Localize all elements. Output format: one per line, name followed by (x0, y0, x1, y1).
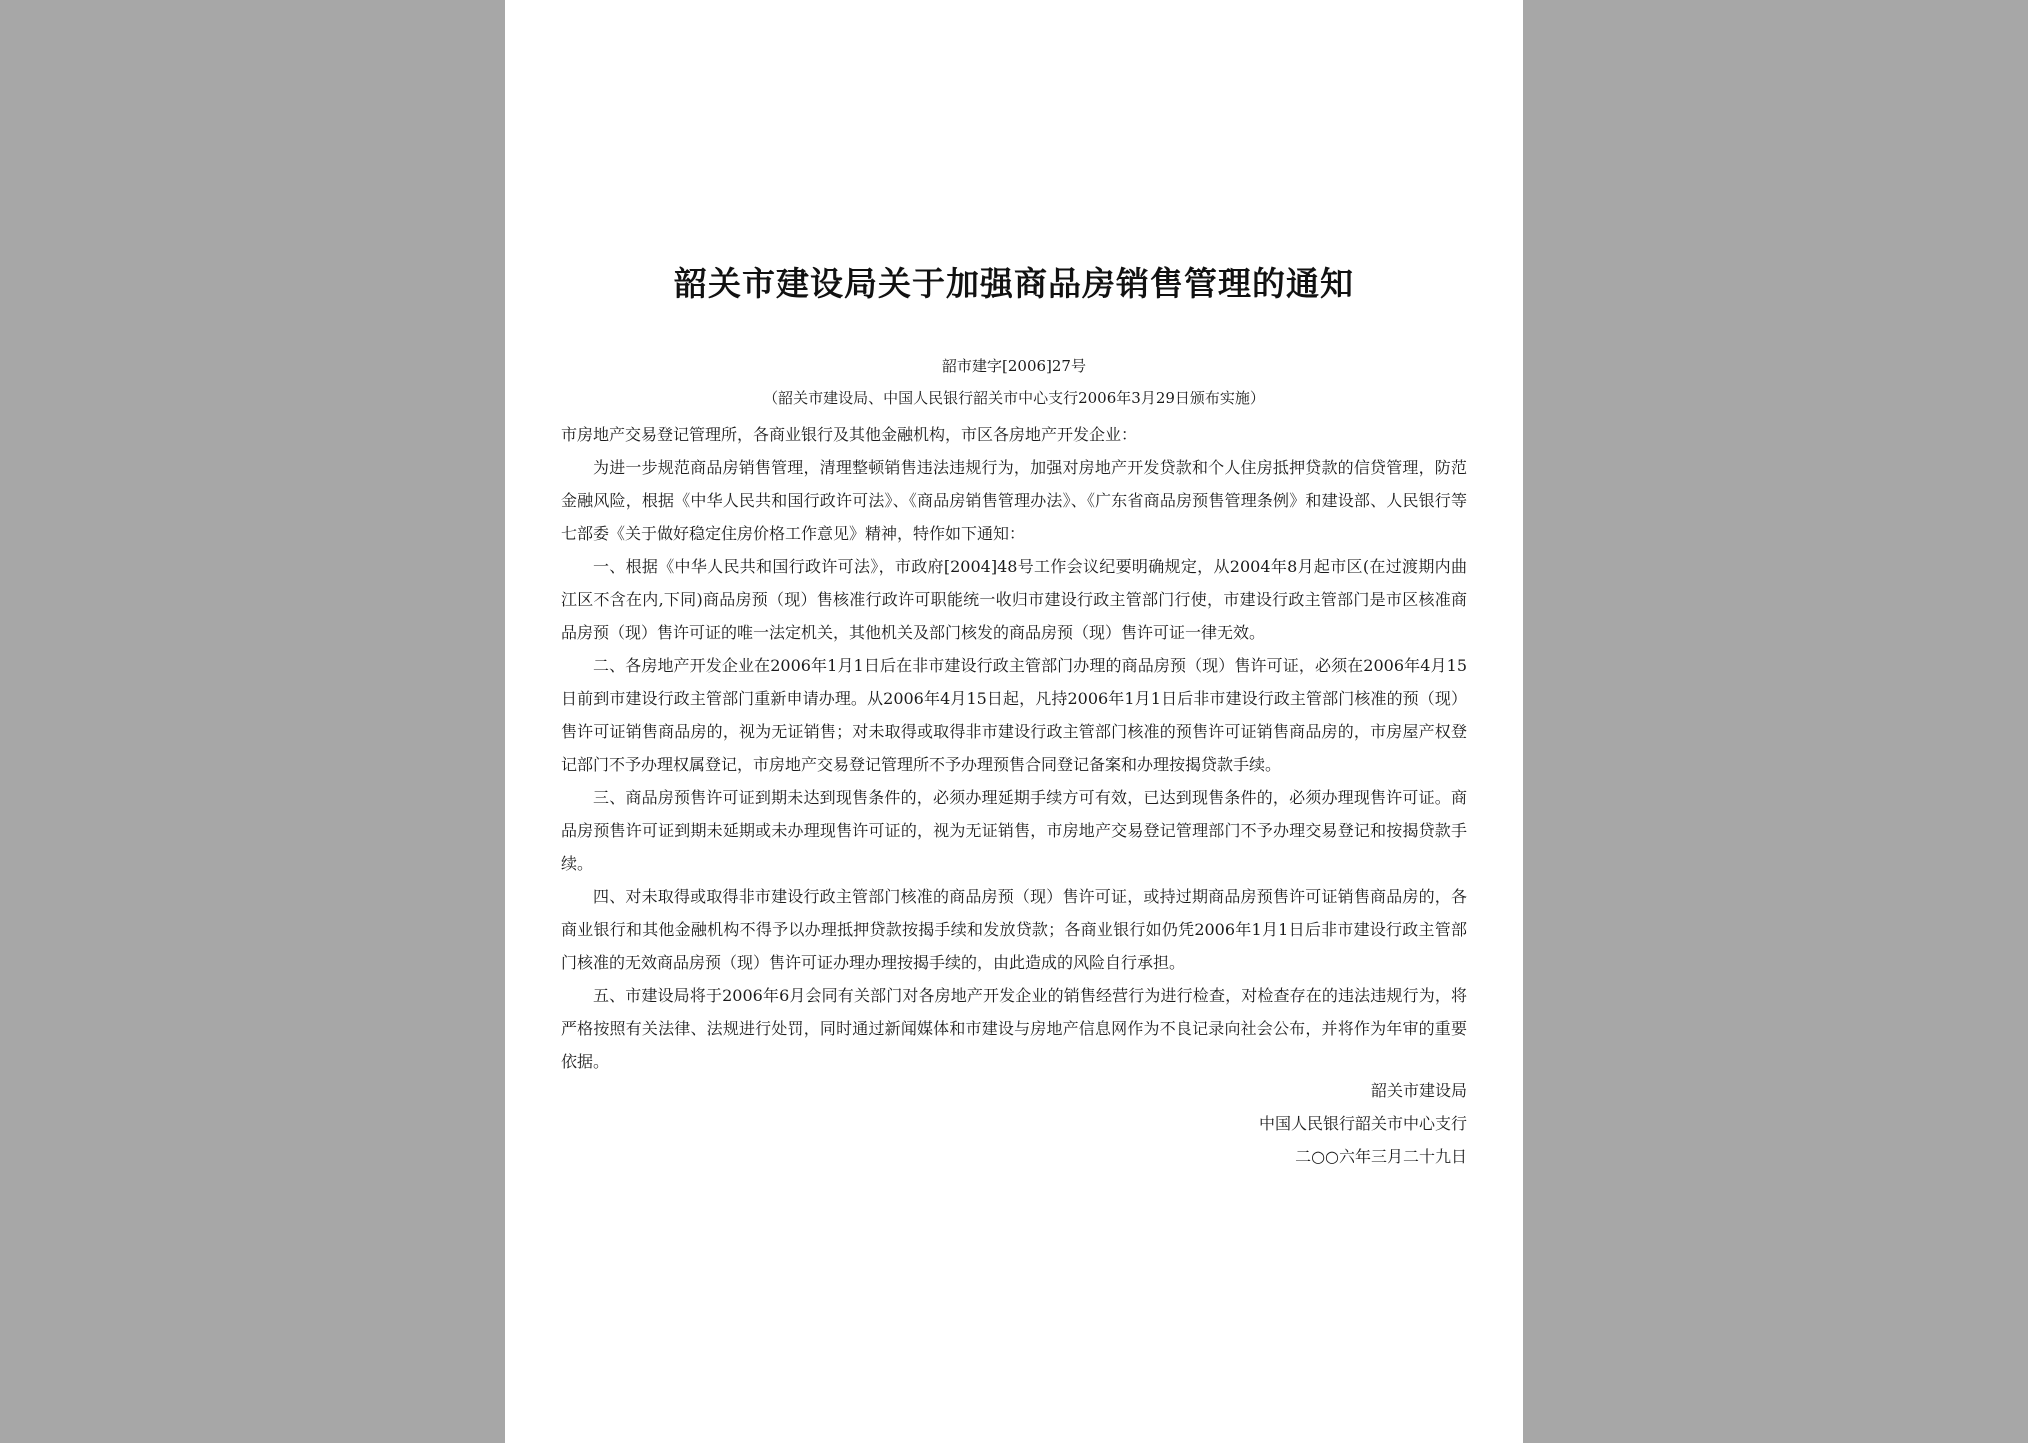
paragraph-intro: 为进一步规范商品房销售管理，清理整顿销售违法违规行为，加强对房地产开发贷款和个人住房抵押贷款的信贷管理，防范金融风险，根据《中华人民共和国行政许可法》、《商品房销售管理办法》、《广东省商品房预售管理条例》和建设部、人民银行等七部委《关于做好稳定住房价格工作意见》精神，特作如下通知： (561, 458, 1467, 543)
document-title: 韶关市建设局关于加强商品房销售管理的通知 (674, 264, 1354, 303)
paragraph-item-5: 五、市建设局将于2006年6月会同有关部门对各房地产开发企业的销售经营行为进行检查，对检查存在的违法违规行为，将严格按照有关法律、法规进行处罚，同时通过新闻媒体和市建设与房地产信息网作为不良记录向社会公布，并将作为年审的重要依据。 (561, 986, 1467, 1071)
paragraph-item-3: 三、商品房预售许可证到期未达到现售条件的，必须办理延期手续方可有效，已达到现售条件的，必须办理现售许可证。商品房预售许可证到期未延期或未办理现售许可证的，视为无证销售，市房地产交易登记管理部门不予办理交易登记和按揭贷款手续。 (561, 788, 1467, 873)
paragraph-item-4: 四、对未取得或取得非市建设行政主管部门核准的商品房预（现）售许可证，或持过期商品房预售许可证销售商品房的，各商业银行和其他金融机构不得予以办理抵押贷款按揭手续和发放贷款；各商业银行如仍凭2006年1月1日后非市建设行政主管部门核准的无效商品房预（现）售许可证办理办理按揭手续的，由此造成的风险自行承担。 (561, 887, 1467, 972)
signature-org-2: 中国人民银行韶关市中心支行 (1258, 1114, 1467, 1133)
signature-date: 二○○六年三月二十九日 (1295, 1147, 1467, 1166)
document-page (505, 0, 1523, 1443)
issuance-note: （韶关市建设局、中国人民银行韶关市中心支行2006年3月29日颁布实施） (763, 389, 1265, 407)
paragraph-item-2: 二、各房地产开发企业在2006年1月1日后在非市建设行政主管部门办理的商品房预（现）售许可证，必须在2006年4月15日前到市建设行政主管部门重新申请办理。从2006年4月15日起，凡持2006年1月1日后非市建设行政主管部门核准的预（现）售许可证销售商品房的，视为无证销售；对未取得或取得非市建设行政主管部门核准的预售许可证销售商品房的，市房屋产权登记部门不予办理权属登记，市房地产交易登记管理所不予办理预售合同登记备案和办理按揭贷款手续。 (561, 656, 1467, 774)
signature-block (1259, 1074, 1467, 1173)
paragraph-item-1: 一、根据《中华人民共和国行政许可法》，市政府[2004]48号工作会议纪要明确规定，从2004年8月起市区(在过渡期内曲江区不含在内,下同)商品房预（现）售核准行政许可职能统一收归市建设行政主管部门行使，市建设行政主管部门是市区核准商品房预（现）售许可证的唯一法定机关，其他机关及部门核发的商品房预（现）售许可证一律无效。 (561, 557, 1467, 642)
signature-org-1: 韶关市建设局 (1370, 1081, 1467, 1100)
document-body (561, 418, 1467, 1078)
salutation: 市房地产交易登记管理所，各商业银行及其他金融机构，市区各房地产开发企业： (561, 425, 1138, 444)
document-number: 韶市建字[2006]27号 (942, 357, 1086, 375)
